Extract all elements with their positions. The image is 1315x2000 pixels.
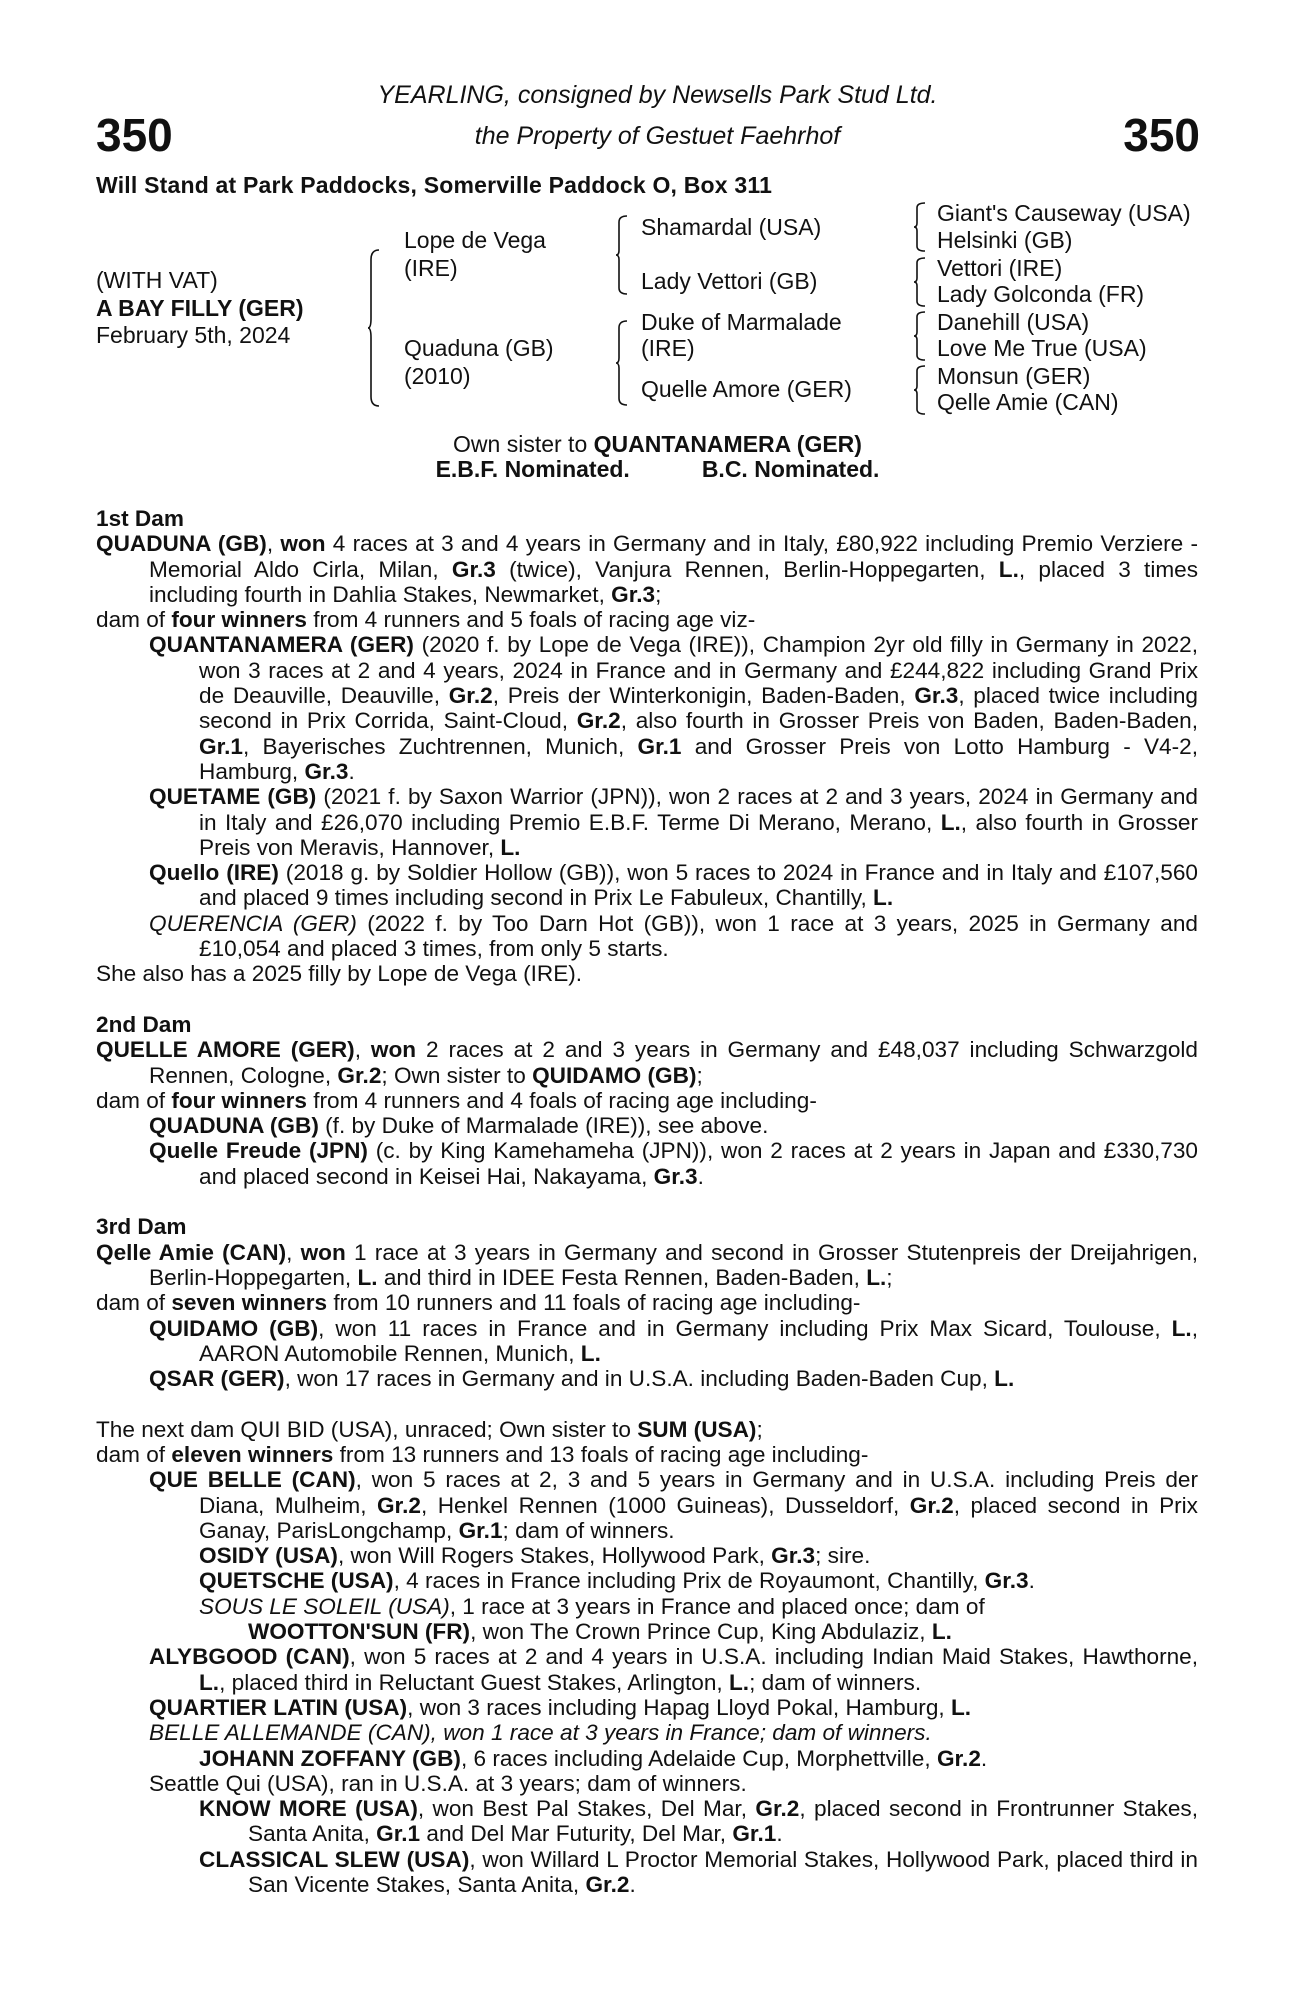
sire-country: (IRE) <box>404 255 458 281</box>
text: and Del Mar Futurity, Del Mar, <box>420 1821 733 1847</box>
text: (2020 f. by Lope de Vega (IRE)), Champion 2yr old filly in Germany in 2022, won 3 races at 2 and 4 years, 2024 in France and in Germany and £244,822 including Grand Prix de Deauville, Deauville, <box>199 632 1198 709</box>
bold-text: QUETAME (GB) <box>149 784 317 810</box>
bold-text: L. <box>873 885 894 911</box>
nominations <box>0 456 1315 483</box>
gen3-ancestor: Lady Golconda (FR) <box>937 281 1145 307</box>
pedigree-entry <box>96 1746 1198 1771</box>
text: from 10 runners and 11 foals of racing age including- <box>327 1290 861 1316</box>
catalogue-body <box>96 506 1198 1923</box>
lot-number-right: 350 <box>1123 109 1200 161</box>
pedigree-entry <box>96 1467 1198 1543</box>
pedigree-entry <box>96 1417 1198 1442</box>
brace-gen3-3 <box>914 312 926 360</box>
text: from 4 runners and 5 foals of racing age viz- <box>306 607 756 633</box>
foaling-date: February 5th, 2024 <box>96 322 291 348</box>
pedigree-entry <box>96 1720 1198 1745</box>
pedigree-entry <box>96 1796 1198 1847</box>
bold-text: QSAR (GER) <box>149 1366 285 1392</box>
lot-name: A BAY FILLY (GER) <box>96 295 304 321</box>
text: ; dam of winners. <box>502 1517 675 1543</box>
gen3-ancestor: Qelle Amie (CAN) <box>937 389 1119 415</box>
text: . <box>348 758 355 784</box>
bold-text: seven winners <box>171 1290 328 1316</box>
dam-section <box>96 506 1198 987</box>
text: Seattle Qui (USA), ran in U.S.A. at 3 years; dam of winners. <box>149 1770 747 1796</box>
bold-text: L. <box>866 1264 887 1290</box>
bold-text: OSIDY (USA) <box>199 1543 338 1569</box>
text: , won Best Pal Stakes, Del Mar, <box>417 1796 756 1822</box>
pedigree-entry <box>96 632 1198 784</box>
pedigree-entry <box>96 1644 1198 1695</box>
text: , 4 races in France including Prix de Royaumont, Chantilly, <box>393 1568 985 1594</box>
own-sister-prefix: Own sister to <box>453 431 594 457</box>
pedigree-entry <box>96 784 1198 860</box>
text: , <box>354 1037 371 1063</box>
bold-text: QUADUNA (GB) <box>149 1113 319 1139</box>
section-heading: 1st Dam <box>96 506 184 531</box>
lot-number-left: 350 <box>96 109 173 161</box>
dam-section <box>96 1214 1198 1391</box>
text: , won 11 races in France and in Germany including Prix Max Sicard, Toulouse, <box>318 1315 1172 1341</box>
bold-text: Gr.3 <box>304 758 349 784</box>
bold-text: won <box>370 1037 417 1063</box>
bold-text: Gr.3 <box>914 683 959 709</box>
sire-sire: Shamardal (USA) <box>641 214 822 240</box>
pedigree-entry <box>96 911 1198 962</box>
dam-section <box>96 1012 1198 1189</box>
italic-text: BELLE ALLEMANDE (CAN), won 1 race at 3 years in France; dam of winners. <box>149 1720 932 1746</box>
bold-text: Gr.3 <box>771 1543 816 1569</box>
italic-text: SOUS LE SOLEIL (USA) <box>199 1593 450 1619</box>
text: , won Willard L Proctor Memorial Stakes, Hollywood Park, placed third in San Vicente Stakes, Santa Anita, <box>248 1846 1198 1898</box>
bold-text: Quello (IRE) <box>149 860 279 886</box>
bold-text: Gr.1 <box>458 1517 503 1543</box>
dam-section <box>96 1417 1198 1898</box>
text: , Preis der Winterkonigin, Baden-Baden, <box>492 683 915 709</box>
bold-text: QUIDAMO (GB) <box>149 1315 319 1341</box>
pedigree-entry <box>96 1442 1198 1467</box>
text: , placed second in Frontrunner Stakes, Santa Anita, <box>248 1796 1199 1847</box>
property-line: the Property of Gestuet Faehrhof <box>474 122 841 150</box>
pedigree-entry <box>96 961 1198 986</box>
pedigree-entry <box>96 1113 1198 1138</box>
bold-text: Gr.2 <box>337 1062 382 1088</box>
bold-text: Gr.1 <box>732 1821 777 1847</box>
bold-text: WOOTTON'SUN (FR) <box>248 1619 471 1645</box>
gen3-ancestor: Helsinki (GB) <box>937 227 1073 253</box>
text: dam of <box>96 607 172 633</box>
own-sister-note <box>0 431 1315 458</box>
bold-text: QUELLE AMORE (GER) <box>96 1037 355 1063</box>
section-heading: 2nd Dam <box>96 1011 192 1037</box>
bold-text: QUARTIER LATIN (USA) <box>149 1694 408 1720</box>
bold-text: SUM (USA) <box>637 1416 757 1442</box>
text: She also has a 2025 filly by Lope de Vega (IRE). <box>96 961 583 987</box>
bold-text: L. <box>580 1340 601 1366</box>
brace-gen2-sire <box>616 216 628 294</box>
bold-text: Gr.1 <box>376 1821 421 1847</box>
bc-nominated: B.C. Nominated. <box>701 456 880 482</box>
bold-text: four winners <box>171 607 307 633</box>
text: (twice), Vanjura Rennen, Berlin-Hoppegarten, <box>495 556 999 582</box>
consignor-line: YEARLING, consigned by Newsells Park Stud Ltd. <box>377 81 938 109</box>
gen3-ancestor: Vettori (IRE) <box>937 255 1063 281</box>
bold-text: L. <box>500 834 521 860</box>
text: , also fourth in Grosser Preis von Meravis, Hannover, <box>199 809 1198 860</box>
text: , won The Crown Prince Cup, King Abdulaziz, <box>470 1619 932 1645</box>
bold-text: L. <box>940 809 961 835</box>
pedigree-entry <box>96 1695 1198 1720</box>
text: . <box>776 1821 783 1847</box>
dam-sire: Duke of Marmalade <box>641 309 842 335</box>
text: (2022 f. by Too Darn Hot (GB)), won 1 race at 3 years, 2025 in Germany and £10,054 and placed 3 times, from only 5 starts. <box>199 910 1198 962</box>
text: (2021 f. by Saxon Warrior (JPN)), won 2 races at 2 and 3 years, 2024 in Germany and in Italy and £26,070 including Premio E.B.F. Terme Di Merano, Merano, <box>199 784 1198 835</box>
bold-text: L. <box>199 1669 220 1695</box>
bold-text: Gr.2 <box>448 683 493 709</box>
bold-text: Qelle Amie (CAN) <box>96 1239 287 1265</box>
bold-text: L. <box>998 556 1019 582</box>
dam-year: (2010) <box>404 363 471 389</box>
section-heading: 3rd Dam <box>96 1214 187 1240</box>
text: , won 5 races at 2, 3 and 5 years in Germany and in U.S.A. including Preis der Diana, Mulheim, <box>199 1467 1198 1518</box>
gen3-ancestor: Danehill (USA) <box>937 309 1090 335</box>
dam-sire-country: (IRE) <box>641 335 695 361</box>
bold-text: Gr.1 <box>637 733 682 759</box>
bold-text: Gr.2 <box>909 1492 954 1518</box>
text: , Henkel Rennen (1000 Guineas), Dusseldorf, <box>420 1492 910 1518</box>
pedigree-entry <box>96 1316 1198 1367</box>
bold-text: CLASSICAL SLEW (USA) <box>199 1846 470 1872</box>
pedigree-entry <box>96 607 1198 632</box>
pedigree-entry <box>96 1290 1198 1315</box>
text: ; <box>756 1416 763 1442</box>
vat-label: (WITH VAT) <box>96 267 218 293</box>
text: 2 races at 2 and 3 years in Germany and £48,037 including Schwarzgold Rennen, Cologne, <box>149 1037 1198 1088</box>
pedigree-entry <box>96 1138 1198 1189</box>
bold-text: Quelle Freude (JPN) <box>149 1138 368 1164</box>
sire-dam: Lady Vettori (GB) <box>641 268 818 294</box>
gen3-ancestor: Giant's Causeway (USA) <box>937 200 1191 226</box>
text: , Bayerisches Zuchtrennen, Munich, <box>242 733 638 759</box>
bold-text: Gr.3 <box>984 1568 1029 1594</box>
text: . <box>629 1872 636 1898</box>
text: , 1 race at 3 years in France and placed once; dam of <box>449 1593 985 1619</box>
text: , <box>266 531 281 557</box>
text: , placed second in Prix Ganay, ParisLongchamp, <box>199 1492 1198 1543</box>
bold-text: QUIDAMO (GB) <box>532 1062 697 1088</box>
text: , placed third in Reluctant Guest Stakes, Arlington, <box>219 1669 729 1695</box>
text: , won 5 races at 2 and 4 years in U.S.A. including Indian Maid Stakes, Hawthorne, <box>349 1644 1199 1670</box>
pedigree-entry <box>96 1240 1198 1291</box>
text: , won Will Rogers Stakes, Hollywood Park, <box>337 1543 772 1569</box>
text: and third in IDEE Festa Rennen, Baden-Baden, <box>377 1264 867 1290</box>
bold-text: Gr.2 <box>755 1796 800 1822</box>
bold-text: Gr.3 <box>611 581 656 607</box>
bold-text: Gr.3 <box>451 556 496 582</box>
bold-text: won <box>300 1239 346 1265</box>
bold-text: ALYBGOOD (CAN) <box>149 1644 350 1670</box>
pedigree-entry <box>96 1619 1198 1644</box>
text: 4 races at 3 and 4 years in Germany and in Italy, £80,922 including Premio Verziere - Memorial Aldo Cirla, Milan, <box>149 531 1199 582</box>
dam-dam: Quelle Amore (GER) <box>641 376 852 402</box>
bold-text: L. <box>994 1366 1015 1392</box>
pedigree-entry <box>96 1037 1198 1088</box>
text: ; <box>696 1062 703 1088</box>
pedigree-entry <box>96 1366 1198 1391</box>
bold-text: L. <box>950 1694 972 1720</box>
text: ; <box>655 581 662 607</box>
text: dam of <box>96 1441 172 1467</box>
text: ; Own sister to <box>381 1062 533 1088</box>
bold-text: four winners <box>171 1087 307 1113</box>
text: . <box>980 1745 988 1771</box>
text: ; dam of winners. <box>749 1669 922 1695</box>
sire-name: Lope de Vega <box>404 227 546 253</box>
bold-text: L. <box>729 1669 750 1695</box>
text: , 6 races including Adelaide Cup, Morphettville, <box>460 1745 937 1771</box>
stand-location: Will Stand at Park Paddocks, Somerville Paddock O, Box 311 <box>96 172 773 198</box>
bold-text: eleven winners <box>171 1441 334 1467</box>
brace-gen1 <box>368 250 380 406</box>
bold-text: L. <box>931 1619 952 1645</box>
brace-gen2-dam <box>616 321 628 405</box>
bold-text: QUANTANAMERA (GER) <box>149 632 414 658</box>
bold-text: QUE BELLE (CAN) <box>149 1467 356 1493</box>
pedigree-entry <box>96 1594 1198 1619</box>
dam-name: Quaduna (GB) <box>404 335 554 361</box>
text: (c. by King Kamehameha (JPN)), won 2 races at 2 years in Japan and £330,730 and placed second in Keisei Hai, Nakayama, <box>199 1138 1198 1189</box>
text: (2018 g. by Soldier Hollow (GB)), won 5 races to 2024 in France and in Italy and £107,560 and placed 9 times including second in Prix Le Fabuleux, Chantilly, <box>199 860 1198 911</box>
text: , won 17 races in Germany and in U.S.A. including Baden-Baden Cup, <box>284 1366 995 1392</box>
text: , placed 3 times including fourth in Dahlia Stakes, Newmarket, <box>149 556 1199 607</box>
bold-text: QUADUNA (GB) <box>96 531 267 557</box>
text: , <box>286 1239 301 1265</box>
bold-text: Gr.2 <box>585 1872 630 1898</box>
pedigree-entry <box>96 1088 1198 1113</box>
bold-text: L. <box>1171 1315 1192 1341</box>
brace-gen3-2 <box>914 258 926 306</box>
pedigree-entry <box>96 531 1198 607</box>
bold-text: KNOW MORE (USA) <box>199 1796 418 1822</box>
pedigree-entry <box>96 860 1198 911</box>
bold-text: Gr.2 <box>376 1492 421 1518</box>
text: (f. by Duke of Marmalade (IRE)), see above. <box>318 1113 769 1139</box>
italic-text: QUERENCIA (GER) <box>149 910 357 936</box>
text: The next dam QUI BID (USA), unraced; Own sister to <box>96 1416 638 1442</box>
ebf-nominated: E.B.F. Nominated. <box>435 456 630 482</box>
text: ; <box>886 1264 893 1290</box>
text: ; sire. <box>815 1543 871 1569</box>
text: , won 3 races including Hapag Lloyd Pokal, Hamburg, <box>407 1694 951 1720</box>
bold-text: Gr.2 <box>576 708 621 734</box>
text: , also fourth in Grosser Preis von Baden, Baden-Baden, <box>620 708 1198 734</box>
bold-text: Gr.3 <box>653 1163 698 1189</box>
text: from 13 runners and 13 foals of racing age including- <box>333 1441 869 1467</box>
text: 1 race at 3 years in Germany and second in Grosser Stutenpreis der Dreijahrigen, Berlin-Hoppegarten, <box>149 1239 1198 1290</box>
bold-text: Gr.1 <box>199 733 243 759</box>
text: , AARON Automobile Rennen, Munich, <box>199 1315 1198 1366</box>
text: from 4 runners and 4 foals of racing age including- <box>306 1087 817 1113</box>
gen3-ancestor: Monsun (GER) <box>937 363 1091 389</box>
bold-text: QUETSCHE (USA) <box>199 1568 394 1594</box>
bold-text: Gr.2 <box>936 1745 981 1771</box>
gen3-ancestor: Love Me True (USA) <box>937 335 1147 361</box>
text: dam of <box>96 1087 172 1113</box>
brace-gen3-1 <box>914 203 926 251</box>
text: and Grosser Preis von Lotto Hamburg - V4-2, Hamburg, <box>199 733 1198 784</box>
text: . <box>1028 1568 1035 1594</box>
bold-text: L. <box>357 1264 378 1290</box>
pedigree-entry <box>96 1847 1198 1898</box>
pedigree-entry <box>96 1771 1198 1796</box>
bold-text: JOHANN ZOFFANY (GB) <box>199 1745 461 1771</box>
pedigree-entry <box>96 1568 1198 1593</box>
bold-text: won <box>280 531 326 557</box>
text: . <box>697 1163 704 1189</box>
brace-gen3-4 <box>914 366 926 414</box>
pedigree-entry <box>96 1543 1198 1568</box>
own-sister-name: QUANTANAMERA (GER) <box>593 431 862 457</box>
text: dam of <box>96 1290 172 1316</box>
text: , placed twice including second in Prix Corrida, Saint-Cloud, <box>199 683 1198 734</box>
